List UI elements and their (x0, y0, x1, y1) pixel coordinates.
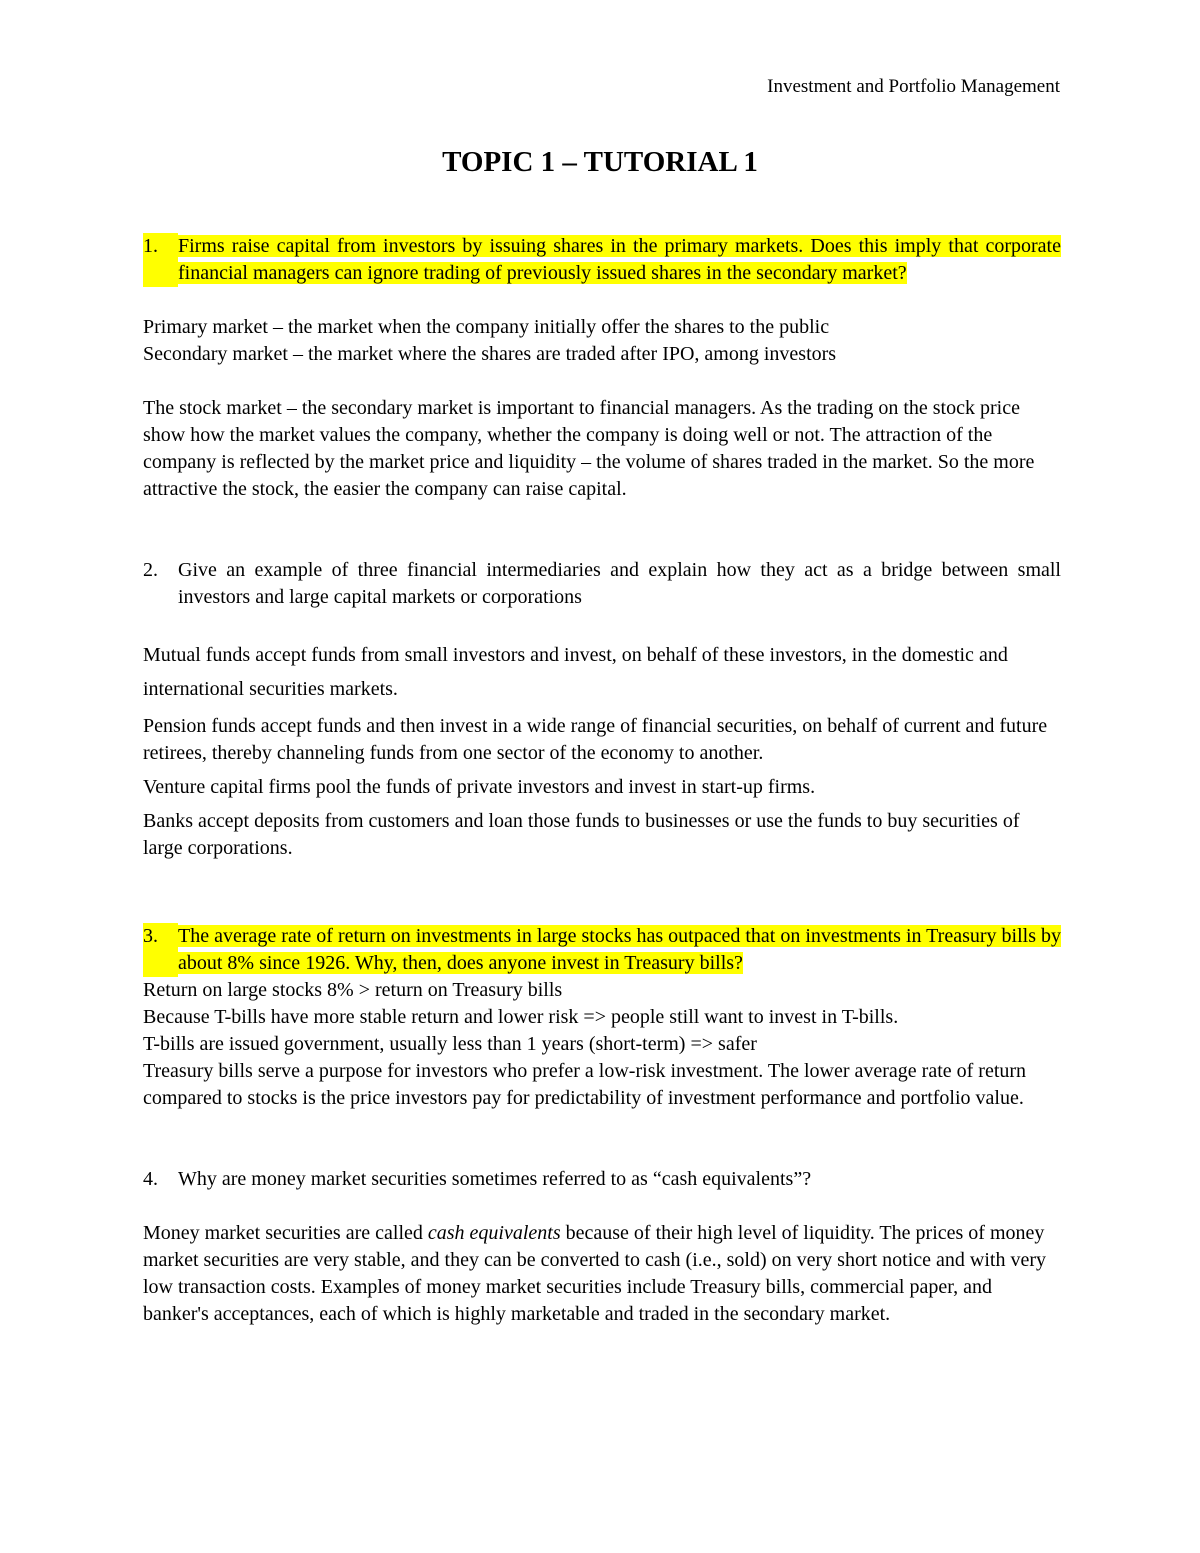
question-number: 3. (143, 923, 178, 977)
answer-2 (143, 638, 1061, 862)
question-text: Why are money market securities sometimes referred to as “cash equivalents”? (178, 1168, 812, 1190)
answer-paragraph: Venture capital firms pool the funds of private investors and invest in start-up firms. (143, 776, 816, 798)
answer-4 (143, 1220, 1061, 1328)
answer-line: T-bills are issued government, usually less than 1 years (short-term) => safer (143, 1033, 757, 1055)
answer-emphasis: cash equivalents (427, 1222, 561, 1244)
question-number: 2. (143, 559, 158, 581)
answer-line: Because T-bills have more stable return and lower risk => people still want to invest in T-bills. (143, 1006, 899, 1028)
answer-paragraph: Mutual funds accept funds from small investors and invest, on behalf of these investors, in the domestic and international securities markets. (143, 644, 1008, 700)
question-number: 4. (143, 1168, 158, 1190)
answer-3 (143, 977, 1061, 1112)
question-text: The average rate of return on investments in large stocks has outpaced that on investments in Treasury bills by about 8% since 1926. Why, then, does anyone invest in Treasury bills? (178, 925, 1061, 974)
question-3 (143, 923, 1061, 977)
page-title: TOPIC 1 – TUTORIAL 1 (442, 146, 758, 178)
answer-rest: because of their high level of liquidity. The prices of money market securities are very stable, and they can be converted to cash (i.e., sold) on very short notice and with very low transaction costs. Examples of money market securities include Treasury bills, commercial paper, and banker's acceptances, each of which is highly marketable and traded in the secondary market. (143, 1222, 1047, 1325)
answer-line: Secondary market – the market where the shares are traded after IPO, among investors (143, 343, 837, 365)
answer-paragraph: The stock market – the secondary market is important to financial managers. As the trading on the stock price show how the market values the company, whether the company is doing well or not. The attraction of the company is reflected by the market price and liquidity – the volume of shares traded in the market. So the more attractive the stock, the easier the company can raise capital. (143, 397, 1035, 500)
question-text: Give an example of three financial intermediaries and explain how they act as a bridge between small investors and large capital markets or corporations (178, 559, 1061, 608)
document-body (143, 233, 1061, 1328)
answer-paragraph: Treasury bills serve a purpose for investors who prefer a low-risk investment. The lower average rate of return compared to stocks is the price investors pay for predictability of investment performance and portfolio value. (143, 1060, 1027, 1109)
question-4 (143, 1166, 1061, 1193)
question-text: Firms raise capital from investors by issuing shares in the primary markets. Does this imply that corporate financial managers can ignore trading of previously issued shares in the secondary market? (178, 235, 1061, 284)
running-header: Investment and Portfolio Management (767, 76, 1060, 97)
answer-paragraph (143, 1220, 1061, 1328)
question-1 (143, 233, 1061, 287)
question-number: 1. (143, 233, 178, 287)
answer-paragraph: Pension funds accept funds and then invest in a wide range of financial securities, on behalf of current and future retirees, thereby channeling funds from one sector of the economy to another. (143, 715, 1048, 764)
answer-1 (143, 314, 1061, 503)
answer-line: Return on large stocks 8% > return on Treasury bills (143, 979, 563, 1001)
answer-paragraph: Banks accept deposits from customers and loan those funds to businesses or use the funds to buy securities of large corporations. (143, 810, 1020, 859)
answer-line: Primary market – the market when the company initially offer the shares to the public (143, 316, 830, 338)
answer-lead: Money market securities are called (143, 1222, 428, 1244)
question-2 (143, 557, 1061, 611)
